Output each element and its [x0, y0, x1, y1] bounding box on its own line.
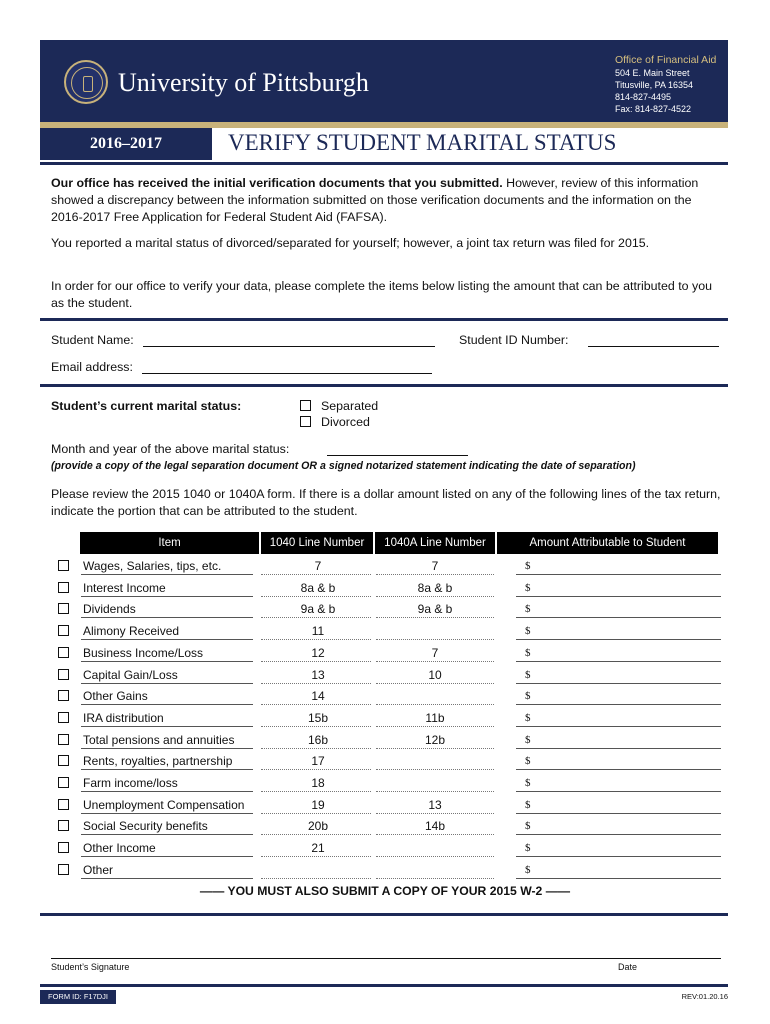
row-amount-field[interactable] [516, 683, 721, 684]
row-rule [261, 878, 371, 879]
table-header-1040a: 1040A Line Number [375, 532, 495, 554]
row-1040a-line: 7 [431, 645, 439, 660]
table-row [51, 664, 721, 686]
row-checkbox[interactable] [58, 603, 69, 614]
university-name: University of Pittsburgh [118, 68, 369, 97]
row-rule [376, 856, 494, 857]
student-id-label: Student ID Number: [459, 333, 569, 347]
date-label: Date [618, 962, 638, 972]
table-header-amount: Amount Attributable to Student [497, 532, 718, 554]
row-amount-currency: $ [525, 798, 531, 811]
row-checkbox[interactable] [58, 842, 69, 853]
row-checkbox[interactable] [58, 799, 69, 810]
row-amount-currency: $ [525, 690, 531, 703]
row-1040a-line: 7 [431, 559, 439, 573]
row-rule [261, 769, 371, 770]
row-checkbox[interactable] [58, 734, 69, 745]
row-amount-currency: $ [525, 625, 531, 638]
office-contact-block [615, 54, 716, 115]
form-id-badge: FORM ID: F17DJI [40, 990, 116, 1004]
row-rule [81, 617, 253, 618]
row-1040-line: 15b [307, 710, 329, 725]
row-rule [81, 834, 253, 835]
table-row [51, 642, 721, 664]
title-divider [40, 162, 728, 165]
row-1040-line: 21 [311, 841, 325, 856]
row-1040a-line: 14b [424, 819, 446, 834]
row-amount-currency: $ [525, 863, 531, 876]
table-header-item: Item [80, 532, 259, 554]
section-divider-3 [40, 913, 728, 916]
row-rule [261, 748, 371, 749]
row-rule [81, 661, 253, 662]
row-item: Other [83, 862, 114, 877]
row-amount-field[interactable] [516, 639, 721, 640]
row-item: Dividends [83, 602, 136, 617]
row-1040-line: 14 [311, 689, 325, 704]
row-amount-field[interactable] [516, 596, 721, 597]
row-rule [376, 596, 494, 597]
row-amount-field[interactable] [516, 726, 721, 727]
row-checkbox[interactable] [58, 560, 69, 571]
row-rule [376, 748, 494, 749]
month-year-label: Month and year of the above marital status: [51, 442, 290, 456]
row-amount-currency: $ [525, 733, 531, 746]
row-1040a-line: 11b [425, 710, 445, 725]
row-amount-currency: $ [525, 820, 531, 833]
office-street: 504 E. Main Street [615, 68, 690, 78]
row-rule [376, 878, 494, 879]
section-divider-1 [40, 318, 728, 321]
row-amount-currency: $ [525, 603, 531, 616]
row-rule [261, 661, 371, 662]
row-item: Other Gains [83, 689, 148, 704]
row-checkbox[interactable] [58, 582, 69, 593]
footer-divider [40, 984, 728, 987]
row-1040-line: 17 [311, 754, 325, 769]
row-item: Alimony Received [83, 624, 180, 639]
row-rule [376, 704, 494, 705]
row-amount-field[interactable] [516, 856, 721, 857]
row-checkbox[interactable] [58, 755, 69, 766]
row-amount-currency: $ [525, 777, 531, 789]
row-amount-currency: $ [525, 755, 531, 768]
row-amount-currency: $ [525, 842, 531, 855]
row-1040-line: 11 [311, 624, 325, 639]
row-amount-field[interactable] [516, 834, 721, 835]
row-amount-currency: $ [525, 646, 531, 659]
email-label: Email address: [51, 360, 133, 374]
month-year-field[interactable] [327, 455, 468, 456]
row-rule [81, 596, 253, 597]
table-row [51, 750, 721, 772]
row-item: Business Income/Loss [83, 645, 204, 660]
intro-paragraph-2: You reported a marital status of divorced/separated for yourself; however, a joint tax return was filed for 2015. [51, 236, 650, 250]
row-rule [376, 683, 494, 684]
page-title: VERIFY STUDENT MARITAL STATUS [228, 130, 617, 155]
marital-status-label: Student’s current marital status: [51, 399, 242, 413]
email-field[interactable] [142, 373, 432, 374]
signature-field[interactable] [51, 958, 721, 959]
table-row [51, 729, 721, 751]
row-amount-currency: $ [525, 711, 531, 724]
row-amount-field[interactable] [516, 878, 721, 879]
row-1040-line: 13 [311, 667, 325, 682]
option-separated[interactable] [300, 399, 378, 413]
row-rule [81, 704, 253, 705]
row-1040-line: 9a & b [300, 602, 336, 617]
row-rule [261, 791, 371, 792]
office-title: Office of Financial Aid [615, 54, 717, 66]
row-amount-field[interactable] [516, 661, 721, 662]
option-divorced[interactable] [300, 415, 370, 429]
row-item: Unemployment Compensation [83, 797, 245, 812]
row-1040-line: 8a & b [300, 580, 336, 595]
table-row [51, 815, 721, 837]
row-rule [261, 683, 371, 684]
row-amount-field[interactable] [516, 791, 721, 792]
row-amount-currency: $ [525, 668, 531, 681]
review-instructions: Please review the 2015 1040 or 1040A form. If there is a dollar amount listed on any of the following lines of the tax return, indicate the portion that can be attributed to the student. [51, 487, 721, 518]
row-rule [81, 574, 253, 575]
row-amount-field[interactable] [516, 704, 721, 705]
row-rule [81, 856, 253, 857]
row-checkbox[interactable] [58, 669, 69, 680]
table-row [51, 620, 721, 642]
row-rule [261, 813, 371, 814]
row-1040a-line: 12b [424, 732, 446, 747]
row-1040-line: 16b [307, 732, 329, 747]
row-rule [81, 813, 253, 814]
table-row [51, 837, 721, 859]
intro-bold-text: Our office has received the initial verification documents that you submitted. [51, 176, 503, 190]
row-rule [261, 726, 371, 727]
divorced-checkbox[interactable] [300, 416, 311, 427]
row-1040-line: 7 [314, 559, 322, 573]
signature-label: Student’s Signature [51, 962, 130, 972]
row-rule [376, 726, 494, 727]
table-row [51, 707, 721, 729]
row-rule [261, 574, 371, 575]
row-checkbox[interactable] [58, 820, 69, 831]
row-rule [81, 878, 253, 879]
intro-text: However, review of this information showed a discrepancy between the information submitted on those verification documents and the information on the 2016-2017 Free Application for Federal Student Aid (FAFSA). [51, 176, 699, 224]
section-divider-2 [40, 384, 728, 387]
row-item: Rents, royalties, partnership [83, 754, 233, 769]
row-1040-line: 19 [311, 797, 325, 812]
revision-label: REV:01.20.16 [681, 992, 728, 1001]
separated-checkbox[interactable] [300, 400, 311, 411]
row-checkbox[interactable] [58, 712, 69, 723]
row-rule [376, 769, 494, 770]
row-amount-field[interactable] [516, 769, 721, 770]
row-rule [81, 748, 253, 749]
row-amount-field[interactable] [516, 574, 721, 575]
row-1040a-line: 13 [428, 797, 442, 812]
row-item: Interest Income [83, 580, 166, 595]
row-checkbox[interactable] [58, 647, 69, 658]
student-name-field[interactable] [143, 346, 435, 347]
office-city: Titusville, PA 16354 [615, 80, 694, 90]
table-row [51, 555, 721, 577]
divorced-label: Divorced [321, 415, 370, 429]
row-amount-currency: $ [525, 581, 531, 594]
row-rule [376, 791, 494, 792]
row-item: Total pensions and annuities [83, 732, 235, 747]
row-rule [376, 661, 494, 662]
office-phone: 814-827-4495 [615, 92, 672, 102]
intro-paragraph-3: In order for our office to verify your data, please complete the items below listing the amount that can be attributed to you as the student. [51, 279, 712, 310]
student-name-label: Student Name: [51, 333, 134, 347]
row-checkbox[interactable] [58, 625, 69, 636]
row-1040a-line: 10 [428, 667, 442, 682]
intro-paragraph-1 [51, 175, 721, 226]
row-item: IRA distribution [83, 710, 164, 725]
row-item: Capital Gain/Loss [83, 667, 178, 682]
w2-notice: —— YOU MUST ALSO SUBMIT A COPY OF YOUR 2015 W-2 —— [199, 884, 571, 898]
office-fax: Fax: 814-827-4522 [615, 104, 692, 114]
row-rule [81, 683, 253, 684]
table-header-1040: 1040 Line Number [261, 532, 373, 554]
table-row [51, 577, 721, 599]
year-badge: 2016–2017 [40, 128, 212, 160]
header-banner [40, 40, 728, 122]
row-rule [81, 791, 253, 792]
row-rule [81, 769, 253, 770]
title-row [40, 128, 728, 162]
row-amount-currency: $ [525, 560, 531, 572]
row-item: Other Income [83, 841, 156, 856]
row-rule [261, 639, 371, 640]
row-checkbox[interactable] [58, 777, 69, 788]
row-rule [376, 834, 494, 835]
row-item: Wages, Salaries, tips, etc. [83, 559, 222, 573]
row-rule [81, 726, 253, 727]
row-1040-line: 18 [311, 776, 325, 790]
row-rule [261, 856, 371, 857]
table-row [51, 772, 721, 794]
row-1040-line: 20b [307, 819, 329, 834]
row-checkbox[interactable] [58, 864, 69, 875]
table-row [51, 685, 721, 707]
row-rule [376, 617, 494, 618]
separated-label: Separated [321, 399, 379, 413]
row-item: Farm income/loss [83, 776, 178, 790]
row-1040-line: 12 [311, 645, 325, 660]
row-rule [376, 639, 494, 640]
table-row [51, 794, 721, 816]
student-id-field[interactable] [588, 346, 719, 347]
separation-note: (provide a copy of the legal separation document OR a signed notarized statement indicating the date of separation) [51, 460, 636, 472]
row-1040a-line: 8a & b [417, 580, 453, 595]
row-rule [81, 639, 253, 640]
row-item: Social Security benefits [83, 819, 208, 834]
table-row [51, 598, 721, 620]
row-rule [261, 596, 371, 597]
row-rule [376, 574, 494, 575]
university-seal-icon [64, 60, 108, 104]
row-rule [261, 834, 371, 835]
row-amount-field[interactable] [516, 617, 721, 618]
row-1040a-line: 9a & b [417, 602, 453, 617]
row-rule [261, 617, 371, 618]
row-checkbox[interactable] [58, 690, 69, 701]
row-rule [261, 704, 371, 705]
row-rule [376, 813, 494, 814]
row-amount-field[interactable] [516, 748, 721, 749]
row-amount-field[interactable] [516, 813, 721, 814]
table-row [51, 859, 721, 881]
